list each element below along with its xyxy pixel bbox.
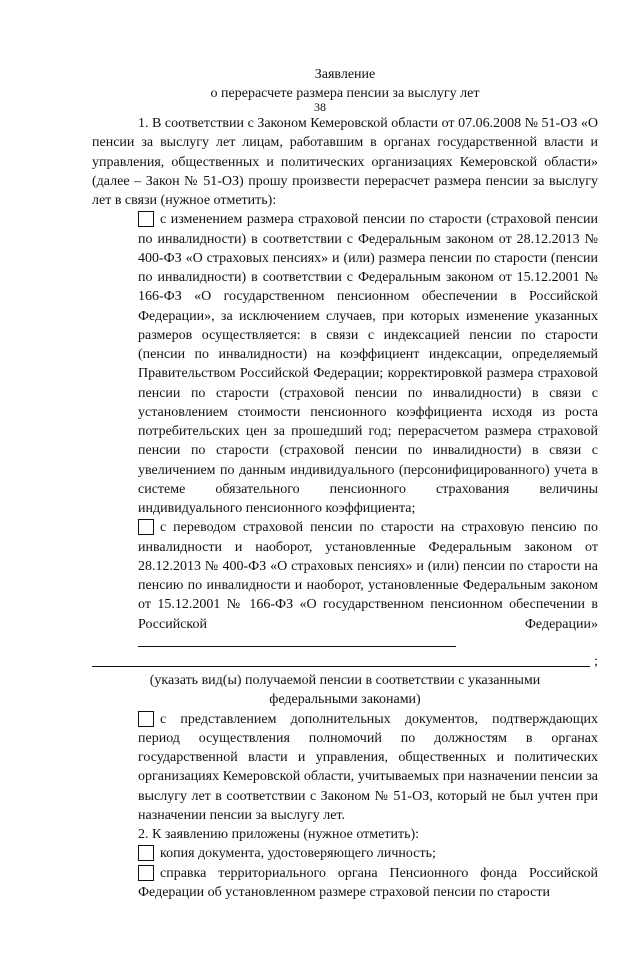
checkbox-pension-transfer[interactable] xyxy=(138,519,154,535)
hint-line-1: (указать вид(ы) получаемой пенсии в соответствии с указанными xyxy=(149,673,541,688)
checkbox-id-copy[interactable] xyxy=(138,845,154,861)
option-pension-transfer-text: с переводом страховой пенсии по старости на страховую пенсию по инвалидности и наоборот, установленные Федеральным законом от 28.12.2013 № 400-ФЗ «О страховых пенсиях» и (или) пенсии по старости на пенсию по инвалидности и наоборот, установленные Федеральным законом от 15.12.2001 № 166-ФЗ «О государственном пенсионном обеспечении в Российской Федерации» xyxy=(138,520,598,632)
document-subtitle: о перерасчете размера пенсии за выслугу лет xyxy=(210,86,480,101)
attachment-id-copy xyxy=(92,844,598,863)
page-number: 38 xyxy=(314,100,326,114)
paragraph-1: 1. В соответствии с Законом Кемеровской области от 07.06.2008 № 51-ОЗ «О пенсии за выслугу лет лицам, работавшим в органах государственной власти и управления, общественных и политических организациях Кемеровской области» (далее – Закон № 51-ОЗ) прошу произвести перерасчет размера пенсии за выслугу лет в связи (нужное отметить): xyxy=(92,116,598,208)
semicolon: ; xyxy=(594,654,598,669)
option-pension-size-change-text: с изменением размера страховой пенсии по старости (страховой пенсии по инвалидности) в соответствии с Федеральным законом от 28.12.2013 № 400-ФЗ «О страховых пенсиях» и (или) размера пенсии по старости (пенсии по инвалидности) в соответствии с Федеральным законом от 15.12.2001 № 166-ФЗ «О государственном пенсионном обеспечении в Российской Федерации», за исключением случаев, при которых изменение указанных размеров осуществляется: в связи с индексацией пенсии по старости (пенсии по инвалидности) на коэффициент индексации, определяемый Правительством Российской Федерации; корректировкой размера страховой пенсии по старости (страховой пенсии по инвалидности) в связи с установлением стоимости пенсионного коэффициента исходя из роста потребительских цен за прошедший год; перерасчетом размера страховой пенсии по старости (страховой пенсии по инвалидности) в связи с увеличением по данным индивидуального (персонифицированного) учета в системе обязательного пенсионного страхования величины индивидуального пенсионного коэффициента; xyxy=(138,212,598,516)
attachment-pension-fund-certificate-text: справка территориального органа Пенсионного фонда Российской Федерации об установленном размере страховой пенсии по старости xyxy=(138,865,598,900)
document-page xyxy=(0,66,640,971)
option-additional-documents-text: с представлением дополнительных документов, подтверждающих период осуществления полномочий по должностям в органах государственной власти и управления, общественных и политических организациях Кемеровской области, учитываемых при назначении пенсии за выслугу лет в соответствии с Законом № 51-ОЗ, который не был учтен при назначении пенсии за выслугу лет. xyxy=(138,711,598,823)
checkbox-additional-documents[interactable] xyxy=(138,711,154,727)
hint-line-2: федеральными законами) xyxy=(269,692,421,708)
option-pension-transfer xyxy=(92,518,598,653)
checkbox-pension-fund-certificate[interactable] xyxy=(138,865,154,881)
attachment-id-copy-text: копия документа, удостоверяющего личность; xyxy=(160,846,436,862)
pension-type-field-1[interactable] xyxy=(138,634,456,647)
document-title: Заявление xyxy=(314,67,376,82)
checkbox-pension-size-change[interactable] xyxy=(138,211,154,227)
paragraph-2: 2. К заявлению приложены (нужное отметить): xyxy=(138,827,420,842)
pension-type-field-2[interactable] xyxy=(92,653,598,669)
attachment-pension-fund-certificate xyxy=(92,864,598,903)
option-pension-size-change xyxy=(92,210,598,518)
option-additional-documents xyxy=(92,710,598,826)
